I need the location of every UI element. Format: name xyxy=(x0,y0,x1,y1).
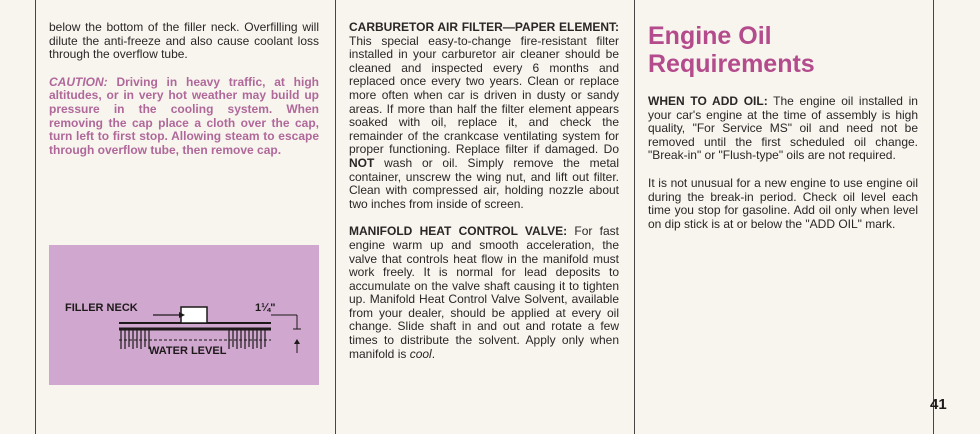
manifold-paragraph xyxy=(349,225,619,361)
oil-usage-paragraph: It is not unusual for a new engine to use engine oil during the break-in period. Check oil level each time you stop for gasoline. Add oil only when level on dip stick is at or below the "ADD OIL" mark. xyxy=(648,175,918,231)
right-edge-rule xyxy=(933,0,934,434)
caution-paragraph xyxy=(49,76,319,158)
caution-text: Driving in heavy traffic, at high altitudes, or in very hot weather may build up pressure in the cooling system. When removing the cap place a cloth over the cap, turn left to first stop. Allowing steam to escape through overflow tube, then remove cap. xyxy=(49,74,319,157)
air-filter-text-a: This special easy-to-change fire-resistant filter installed in your carburetor air cleaner should be cleaned and inspected every 6 months and replaced once every two years. Clean or replace more often when car is driven in dusty or sandy areas. If more than half the filter element appears soaked with oil, replace it, and check the remainder of the crankcase ventilating system for proper functioning. Replace filter if damaged. Do xyxy=(349,33,619,157)
measure-label: 1¼" xyxy=(255,302,276,314)
caution-label: CAUTION: xyxy=(49,74,108,89)
air-filter-text-b: wash or oil. Simply remove the metal container, unscrew the wing nut, and lift out filter. Clean with compressed air, holding nozzle about two inches from inside of screen. xyxy=(349,155,619,211)
page-title-line-1: Engine Oil xyxy=(648,22,772,50)
overfill-paragraph: below the bottom of the filler neck. Overfilling will dilute the anti-freeze and also cause coolant loss through the overflow tube. xyxy=(49,20,319,62)
manifold-cool: cool xyxy=(409,346,432,361)
air-filter-heading: CARBURETOR AIR FILTER—PAPER ELEMENT: xyxy=(349,20,619,34)
column-divider-1 xyxy=(335,0,336,434)
page-title-line-2: Requirements xyxy=(648,50,815,78)
filler-neck-illustration xyxy=(49,245,319,385)
manifold-end: . xyxy=(431,346,436,361)
column-divider-2 xyxy=(634,0,635,434)
page-title xyxy=(648,22,918,78)
radiator-filler-neck-diagram xyxy=(49,245,319,385)
manifold-heading: MANIFOLD HEAT CONTROL VALVE: xyxy=(349,224,568,239)
filler-neck-label: FILLER NECK xyxy=(65,302,138,314)
page-number: 41 xyxy=(930,396,947,413)
when-to-add-oil-text: The engine oil installed in your car's engine at the time of assembly is high quality, "For Service MS" oil and need not be removed until the first scheduled oil change. "Break-in" or "Flush-type" oils are not required. xyxy=(648,94,918,163)
when-to-add-oil-heading: WHEN TO ADD OIL: xyxy=(648,94,768,108)
when-to-add-oil-paragraph xyxy=(648,95,918,163)
column-1 xyxy=(49,21,319,167)
left-edge-rule xyxy=(35,0,36,434)
measure-arrow-icon xyxy=(294,339,300,344)
air-filter-not: NOT xyxy=(349,155,375,170)
column-2 xyxy=(349,21,619,371)
column-3 xyxy=(648,22,918,241)
air-filter-paragraph xyxy=(349,21,619,211)
water-level-label: WATER LEVEL xyxy=(149,345,227,357)
manifold-text-a: For fast engine warm up and smooth acceleration, the valve that controls heat flow in the manifold must work freely. It is normal for lead deposits to accumulate on the valve shaft causing it to tighten up. Manifold Heat Control Valve Solvent, available from your dealer, should be applied at every oil change. Slide shaft in and out and rotate a few times to distribute the solvent. Apply only when manifold is xyxy=(349,224,620,361)
